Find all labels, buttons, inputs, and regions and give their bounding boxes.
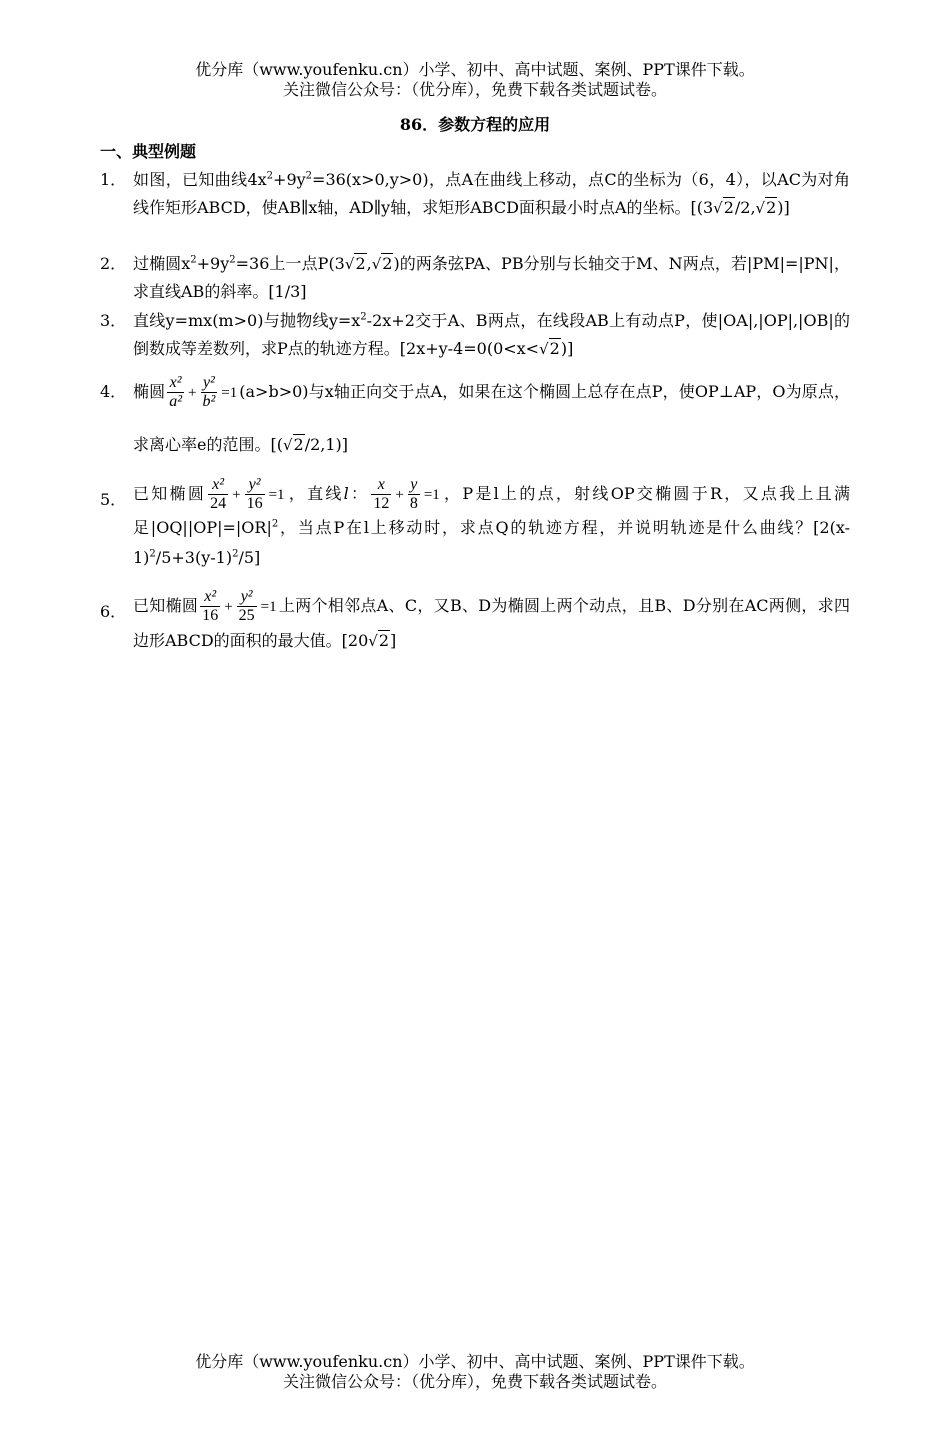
- sqrt-2: √2: [539, 339, 560, 358]
- section-heading: 一、典型例题: [100, 142, 197, 161]
- problem-number: 3．: [100, 311, 127, 330]
- problem-number: 2．: [100, 254, 127, 273]
- fraction-y2-16: $\frac{\text{y²}}{16}$: [246, 476, 263, 512]
- problem-text: 过椭圆$x^2+9y^2=36$上一点P(3√2,√2)的两条弦PA、PB分别与长轴交于M、N两点，若|PM|=|PN|，求直线AB的斜率。[1/3]: [133, 250, 850, 306]
- footer-line-1: 优分库（www.youfenku.cn）小学、初中、高中试题、案例、PPT课件下载。: [195, 1352, 755, 1371]
- problem-number: 6．: [100, 602, 127, 621]
- header-line-2: 关注微信公众号：（优分库），免费下载各类试题试卷。: [282, 80, 667, 99]
- fraction-y2-b2: $\frac{\text{y²}}{\text{b²}}$: [202, 374, 216, 410]
- page-footer: [0, 1352, 950, 1392]
- problem-4: [100, 366, 850, 471]
- sqrt-2: √2: [755, 198, 777, 217]
- problem-text: 直线y=mx(m>0)与抛物线$y=x^2-2x+2$交于A、B两点，在线段AB上有动点P，使|OA|,|OP|,|OB|的倒数成等差数列，求P点的轨迹方程。[2x+y-4=0(0<x<√2)]: [133, 307, 850, 363]
- sqrt-2: √2: [371, 254, 393, 273]
- sqrt-2: √2: [368, 631, 390, 650]
- fraction-x-12: $\frac{x}{12}$: [373, 476, 390, 512]
- sqrt-2: √2: [344, 254, 366, 273]
- header-line-1: 优分库（www.youfenku.cn）小学、初中、高中试题、案例、PPT课件下载。: [195, 60, 755, 79]
- problem-text: 如图，已知曲线$4x^2+9y^2=36(x>0,y>0)$，点A在曲线上移动，点C的坐标为（6，4），以AC为对角线作矩形ABCD，使AB∥x轴，AD∥y轴，求矩形ABCD面积最小时点A的坐标。[(3√2/2,√2)]: [133, 166, 850, 222]
- sqrt-2: √2: [282, 434, 304, 454]
- problem-number: 1．: [100, 170, 127, 189]
- problem-5: [100, 476, 850, 573]
- page-header: [0, 60, 950, 100]
- problem-text: 已知椭圆 $\frac{\text{x²}}{24}$ + $\frac{\text{y²}}{16}$ =1 ，直线l： $\frac{x}{12}$ + $\frac{y}{8}$ =1 ，P是l上的点，射线OP交椭圆于R，又点我上且满足$|OQ||OP|=|OR|^2$，当点P在l上移动时，求点Q的轨迹方程，并说明轨迹是什么曲线？$[2(x-1)^2/5+3(y-1)^2/5]$: [133, 476, 850, 567]
- problem-3: [100, 307, 850, 363]
- problem-number: 4．: [100, 382, 127, 401]
- fraction-y2-25: $\frac{\text{y²}}{25}$: [238, 588, 255, 624]
- problem-1: [100, 166, 850, 222]
- fraction-y-8: $\frac{y}{8}$: [409, 476, 418, 512]
- fraction-x2-a2: $\frac{\text{x²}}{\text{a²}}$: [169, 374, 183, 410]
- footer-line-2: 关注微信公众号：（优分库），免费下载各类试题试卷。: [282, 1372, 667, 1391]
- fraction-x2-16: $\frac{\text{x²}}{16}$: [202, 588, 219, 624]
- problem-text: 椭圆 $\frac{\text{x²}}{\text{a²}}$ + $\frac{\text{y²}}{\text{b²}}$ =1 (a>b>0)与x轴正向交于点A，如果在这个椭圆上总存在点P，使OP⊥AP，O为原点，求离心率e的范围。[(√2/2,1)]: [133, 366, 850, 471]
- fraction-x2-24: $\frac{\text{x²}}{24}$: [210, 476, 227, 512]
- problem-number: 5．: [100, 490, 127, 509]
- problem-6: [100, 588, 850, 657]
- sqrt-2: √2: [713, 198, 734, 217]
- page-title: 86．参数方程的应用: [399, 115, 551, 134]
- problem-text: 已知椭圆 $\frac{\text{x²}}{16}$ + $\frac{\text{y²}}{25}$ =1 上两个相邻点A、C，又B、D为椭圆上两个动点，且B、D分别在AC两侧，求四边形ABCD的面积的最大值。[20√2]: [133, 588, 850, 657]
- problem-2: [100, 250, 850, 306]
